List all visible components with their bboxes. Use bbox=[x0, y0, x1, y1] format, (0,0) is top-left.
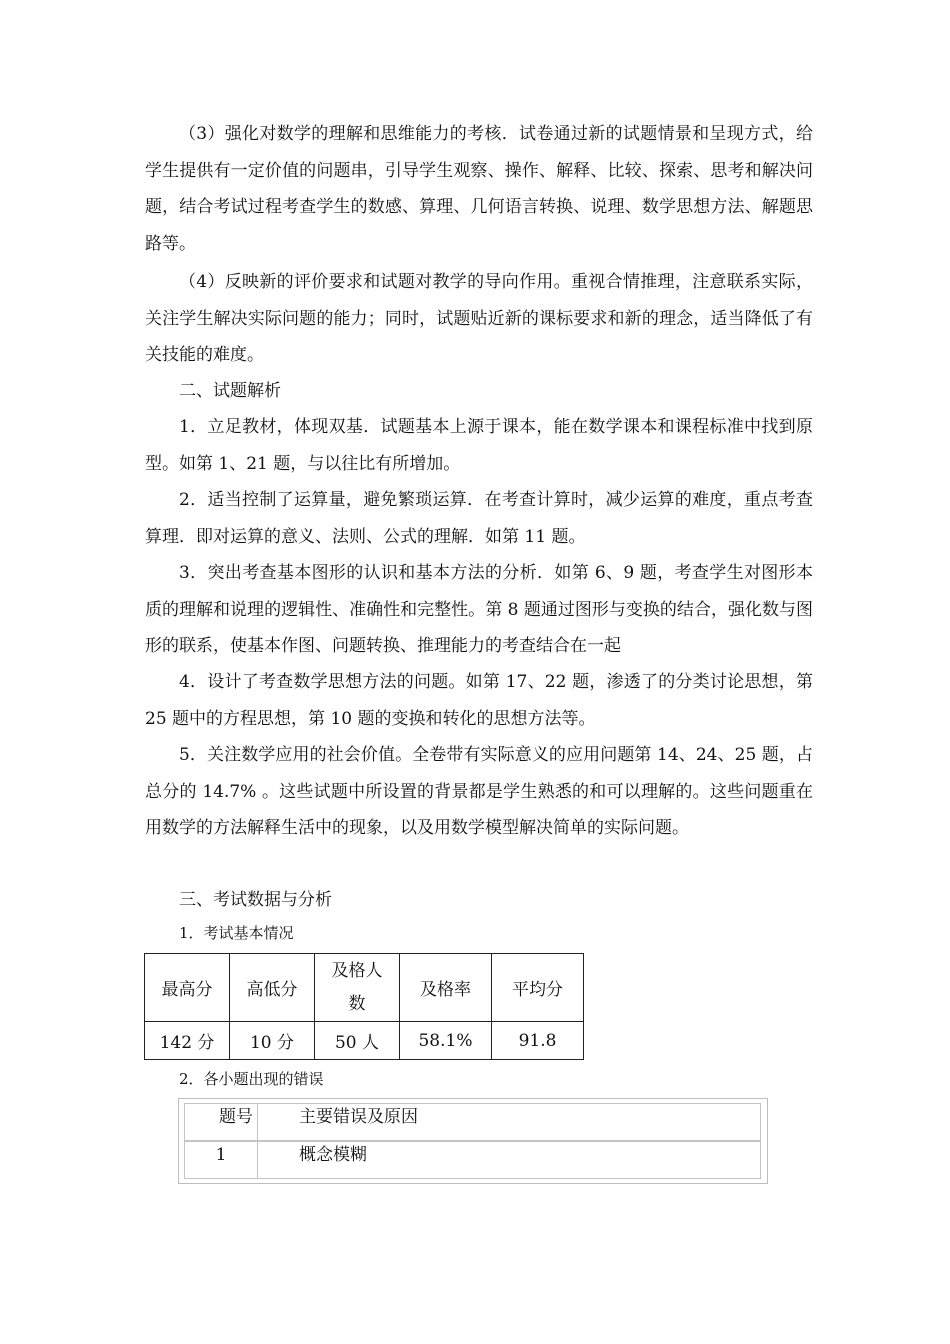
errors-row-reason: 概念模糊 bbox=[299, 1145, 367, 1165]
stats-header-cell: 高低分 bbox=[230, 954, 315, 1022]
stats-header-cell: 最高分 bbox=[145, 954, 230, 1022]
errors-header-num: 题号 bbox=[185, 1104, 258, 1140]
table-row bbox=[184, 1141, 761, 1179]
errors-header-row bbox=[184, 1103, 761, 1141]
question-errors-table bbox=[178, 1098, 768, 1184]
subheading-basic-info: 1．考试基本情况 bbox=[179, 924, 294, 942]
errors-row-num: 1 bbox=[185, 1142, 258, 1178]
stats-header-wrapped-text: 及格人数 bbox=[331, 960, 383, 1014]
section-heading-data: 三、考试数据与分析 bbox=[179, 890, 332, 910]
stats-header-cell: 平均分 bbox=[492, 954, 584, 1022]
stats-header-cell bbox=[315, 954, 400, 1022]
exam-stats-table bbox=[144, 953, 584, 1060]
stats-value-row bbox=[145, 1022, 584, 1060]
stats-header-row bbox=[145, 954, 584, 1022]
analysis-item-4: 4．设计了考查数学思想方法的问题。如第 17、22 题，渗透了的分类讨论思想，第 25 题中的方程思想，第 10 题的变换和转化的思想方法等。 bbox=[145, 672, 813, 729]
stats-value-cell: 91.8 bbox=[492, 1022, 584, 1060]
paragraph-point-4: （4）反映新的评价要求和试题对教学的导向作用。重视合情推理，注意联系实际，关注学生解决实际问题的能力；同时，试题贴近新的课标要求和新的理念，适当降低了有关技能的难度。 bbox=[145, 272, 813, 365]
errors-header-reason: 主要错误及原因 bbox=[299, 1107, 418, 1127]
analysis-item-3: 3．突出考查基本图形的认识和基本方法的分析．如第 6、9 题，考查学生对图形本质的理解和说理的逻辑性、准确性和完整性。第 8 题通过图形与变换的结合，强化数与图形的联系，使基本作图、问题转换、推理能力的考查结合在一起 bbox=[145, 563, 813, 656]
stats-value-cell: 142 分 bbox=[145, 1022, 230, 1060]
analysis-item-2: 2．适当控制了运算量，避免繁琐运算．在考查计算时，减少运算的难度，重点考查算理．即对运算的意义、法则、公式的理解．如第 11 题。 bbox=[145, 490, 813, 547]
section-heading-analysis: 二、试题解析 bbox=[179, 381, 281, 401]
stats-header-cell: 及格率 bbox=[400, 954, 492, 1022]
analysis-item-1: 1．立足教材，体现双基．试题基本上源于课本，能在数学课本和课程标准中找到原型。如第 1、21 题，与以往比有所增加。 bbox=[145, 417, 813, 474]
analysis-item-5: 5．关注数学应用的社会价值。全卷带有实际意义的应用问题第 14、24、25 题，占总分的 14.7% 。这些试题中所设置的背景都是学生熟悉的和可以理解的。这些问题重在用数学的方法解释生活中的现象，以及用数学模型解决简单的实际问题。 bbox=[145, 745, 813, 838]
paragraph-point-3: （3）强化对数学的理解和思维能力的考核．试卷通过新的试题情景和呈现方式，给学生提供有一定价值的问题串，引导学生观察、操作、解释、比较、探索、思考和解决问题，结合考试过程考查学生的数感、算理、几何语言转换、说理、数学思想方法、解题思路等。 bbox=[145, 124, 813, 254]
stats-value-cell: 50 人 bbox=[315, 1022, 400, 1060]
stats-value-cell: 10 分 bbox=[230, 1022, 315, 1060]
subheading-question-errors: 2．各小题出现的错误 bbox=[179, 1070, 324, 1088]
stats-value-cell: 58.1% bbox=[400, 1022, 492, 1060]
